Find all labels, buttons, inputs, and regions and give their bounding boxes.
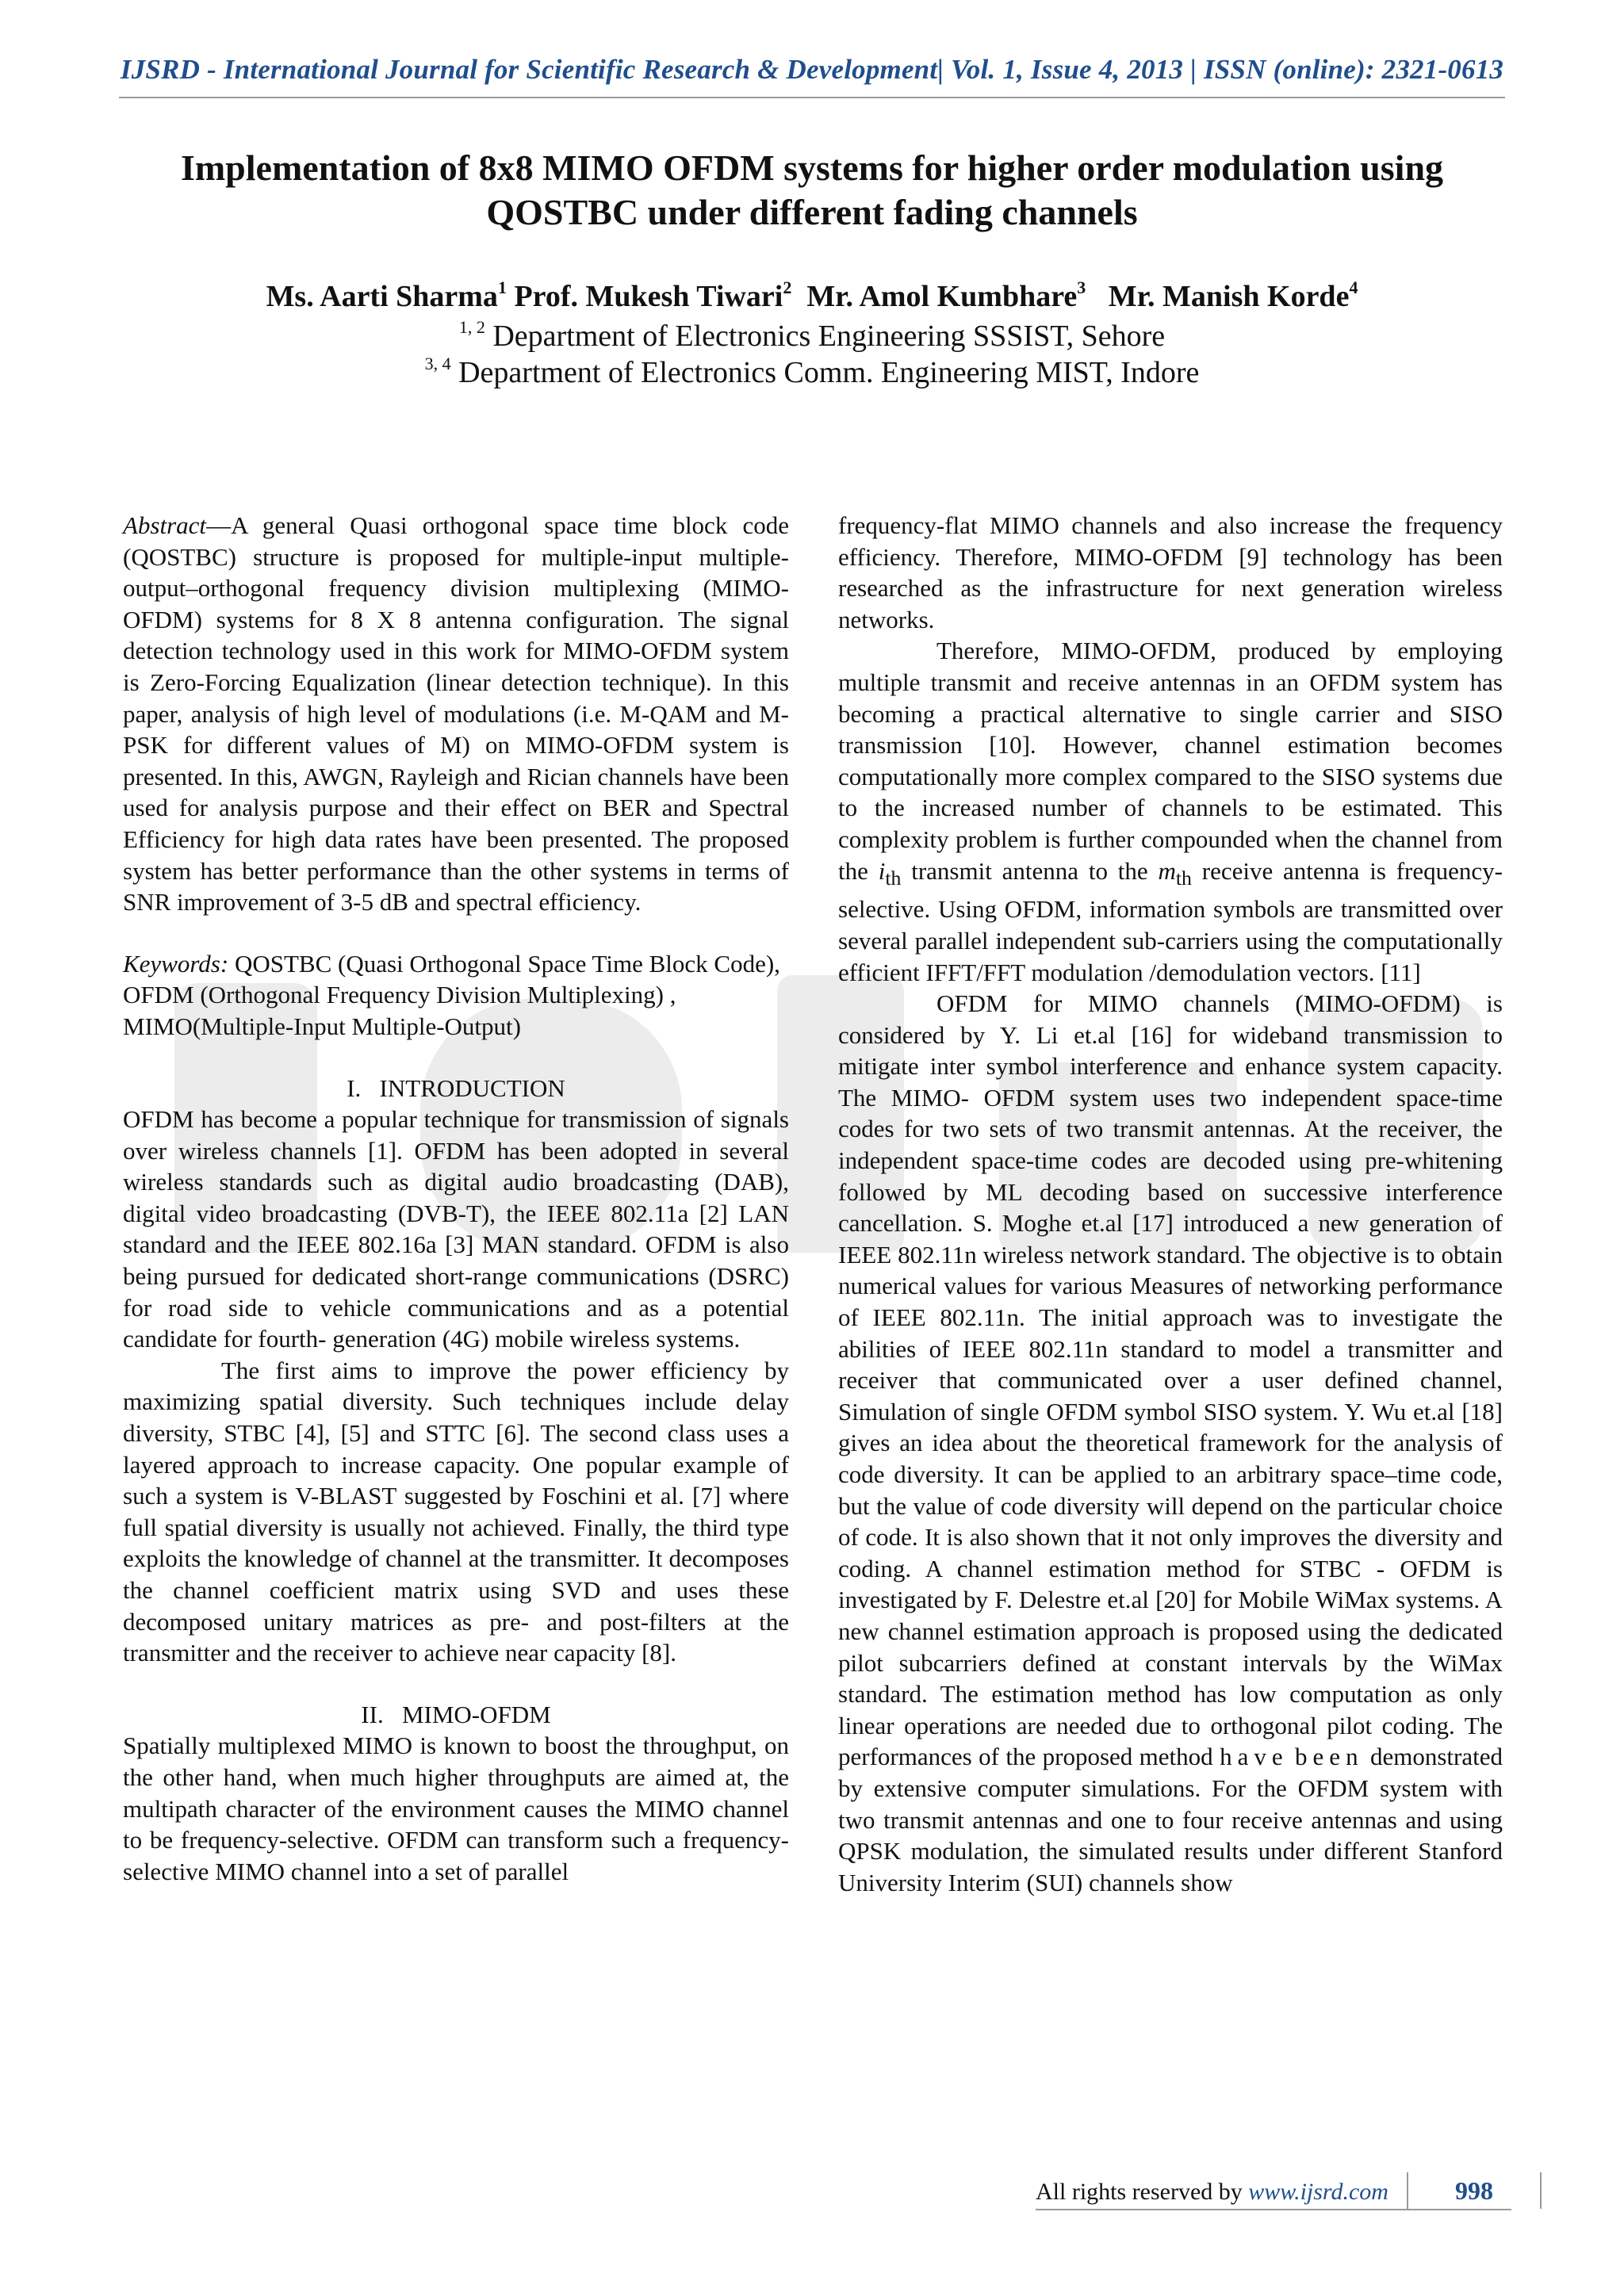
journal-header: IJSRD - International Journal for Scientific Research & Development| Vol. 1, Issue 4, 2013 | ISSN (online): 2321-0613 (120, 54, 1504, 85)
math-m: m (1158, 856, 1176, 885)
abstract-dash: — (206, 511, 232, 539)
affiliation-mark: 1, 2 (458, 317, 485, 337)
abstract (123, 510, 789, 918)
section-heading-mimo-ofdm: II. MIMO-OFDM (361, 1700, 551, 1728)
paragraph-text: transmit antenna to the (901, 856, 1159, 885)
math-th: th (885, 866, 902, 890)
section-heading-introduction: I. INTRODUCTION (347, 1073, 565, 1102)
keywords (123, 948, 789, 1043)
paragraph: Spatially multiplexed MIMO is known to boost the throughput, on the other hand, when much higher throughputs are aimed at, the multipath character of the environment causes the MIMO channel to be frequency-selective. OFDM can transform such a frequency-selective MIMO channel into a set of parallel (123, 1732, 789, 1885)
author-name: Mr. Manish Korde (1108, 280, 1350, 313)
keywords-label: Keywords: (123, 949, 229, 978)
paragraph: frequency-flat MIMO channels and also increase the frequency efficiency. Therefore, MIMO-OFDM [9] technology has been researched as the infrastructure for next generation wireless networks. (838, 511, 1503, 633)
paragraph: OFDM has become a popular technique for transmission of signals over wireless channels [1]. OFDM has been adopted in several wireless standards such as digital audio broadcasting (DAB), digital video broadcasting (DVB-T), the IEEE 802.11a [2] LAN standard and the IEEE 802.16a [3] MAN standard. OFDM is also being pursued for dedicated short-range communications (DSRC) for road side to vehicle communications and as a potential candidate for fourth- generation (4G) mobile wireless systems. (123, 1105, 789, 1353)
title-line-1: Implementation of 8x8 MIMO OFDM systems for higher order modulation using (180, 147, 1444, 188)
abstract-label: Abstract (123, 511, 207, 539)
affiliation (0, 355, 1624, 390)
paragraph-text: Therefore, MIMO-OFDM, produced by employing multiple transmit and receive antennas in an OFDM system has becoming a practical alternative to single carrier and SISO transmission [10]. However, channel estimation becomes computationally more complex compared to the SISO systems due to the increased number of channels to be estimated. This complexity problem is further compounded when the channel from the (838, 637, 1503, 885)
author-affiliation-mark: 2 (783, 277, 792, 297)
abstract-text: A general Quasi orthogonal space time block code (QOSTBC) structure is proposed for multiple-input multiple-output–orthogonal frequency division multiplexing (MIMO-OFDM) systems for 8 X 8 antenna configuration. The signal detection technology used in this work for MIMO-OFDM system is Zero-Forcing Equalization (linear detection technique). In this paper, analysis of high level of modulations (i.e. M-QAM and M-PSK for different values of M) on MIMO-OFDM system is presented. In this, AWGN, Rayleigh and Rician channels have been used for analysis purpose and their effect on BER and Spectral Efficiency for high data rates have been presented. The proposed system has better performance than the other systems in terms of SNR improvement of 3-5 dB and spectral efficiency. (123, 511, 789, 916)
header-rule (119, 97, 1505, 98)
paper-title (103, 146, 1521, 235)
keywords-text: QOSTBC (Quasi Orthogonal Space Time Block Code), OFDM (Orthogonal Frequency Division Multiplexing) , MIMO(Multiple-Input Multiple-Output) (123, 949, 780, 1040)
paragraph-text: receive antenna is frequency-selective. Using OFDM, information symbols are transmitted over several parallel independent sub-carriers using the computationally efficient IFFT/FFT modulation /demodulation vectors. [11] (838, 856, 1503, 986)
page-number: 998 (1407, 2172, 1542, 2209)
paragraph (838, 635, 1503, 988)
author-list (0, 279, 1624, 314)
spaced-word: been (1295, 1743, 1364, 1771)
author-affiliation-mark: 4 (1349, 277, 1358, 297)
author-name: Prof. Mukesh Tiwari (514, 280, 783, 313)
author-name: Mr. Amol Kumbhare (806, 280, 1078, 313)
paragraph-text: OFDM for MIMO channels (MIMO-OFDM) is considered by Y. Li et.al [16] for wideband transmission to mitigate inter symbol interference and enhance system capacity. The MIMO- OFDM system uses two independent space-time codes for two sets of two transmit antennas. At the receiver, the independent space-time codes are decoded using pre-whitening followed by ML decoding based on successive interference cancellation. S. Moghe et.al [17] introduced a new generation of IEEE 802.11n wireless network standard. The objective is to obtain numerical values for various Measures of networking performance of IEEE 802.11n. The initial approach was to investigate the abilities of IEEE 802.11n standard to model a transmitter and receiver that communicated over a user defined channel, Simulation of single OFDM symbol SISO system. Y. Wu et.al [18] gives an idea about the theoretical framework for the analysis of code diversity. It can be applied to an arbitrary space–time code, but the value of code diversity will depend on the particular choice of code. It is also shown that it not only improves the diversity and coding. A channel estimation method for STBC - OFDM is investigated by F. Delestre et.al [20] for Mobile WiMax systems. A new channel estimation approach is proposed using the dedicated pilot subcarriers defined at constant intervals by the WiMax standard. The estimation method has low computation as only linear operations are needed due to orthogonal pilot coding. The performances of the proposed method (838, 989, 1503, 1771)
footer-rights (1036, 2179, 1388, 2206)
affiliation-mark: 3, 4 (424, 354, 451, 373)
affiliation (0, 319, 1624, 354)
paragraph (838, 988, 1503, 1898)
rights-text: All rights reserved by (1036, 2179, 1249, 2205)
right-column (838, 510, 1503, 1898)
author-affiliation-mark: 1 (497, 277, 507, 297)
paragraph: The first aims to improve the power efficiency by maximizing spatial diversity. Such techniques include delay diversity, STBC [4], [5] and STTC [6]. The second class uses a layered approach to increase capacity. One popular example of such a system is V-BLAST suggested by Foschini et al. [7] where full spatial diversity is usually not achieved. Finally, the third type exploits the knowledge of channel at the transmitter. It decomposes the channel coefficient matrix using SVD and uses these decomposed unitary matrices as pre- and post-filters at the transmitter and the receiver to achieve near capacity [8]. (123, 1356, 789, 1667)
title-line-2: QOSTBC under different fading channels (486, 192, 1138, 232)
left-column (123, 510, 789, 1887)
author-name: Ms. Aarti Sharma (266, 280, 498, 313)
author-affiliation-mark: 3 (1077, 277, 1086, 297)
affiliation-text: Department of Electronics Comm. Engineering MIST, Indore (458, 356, 1200, 389)
journal-url-link[interactable]: www.ijsrd.com (1248, 2179, 1388, 2205)
paragraph-text: demonstrated by extensive computer simulations. For the OFDM system with two transmit antennas and one to four receive antennas and using QPSK modulation, the simulated results under different Stanford University Interim (SUI) channels show (838, 1743, 1503, 1896)
math-th: th (1175, 866, 1192, 890)
spaced-word: have (1220, 1743, 1289, 1771)
footer-rule (1036, 2209, 1511, 2210)
math-i: i (878, 856, 886, 885)
affiliation-text: Department of Electronics Engineering SSSIST, Sehore (492, 320, 1166, 353)
